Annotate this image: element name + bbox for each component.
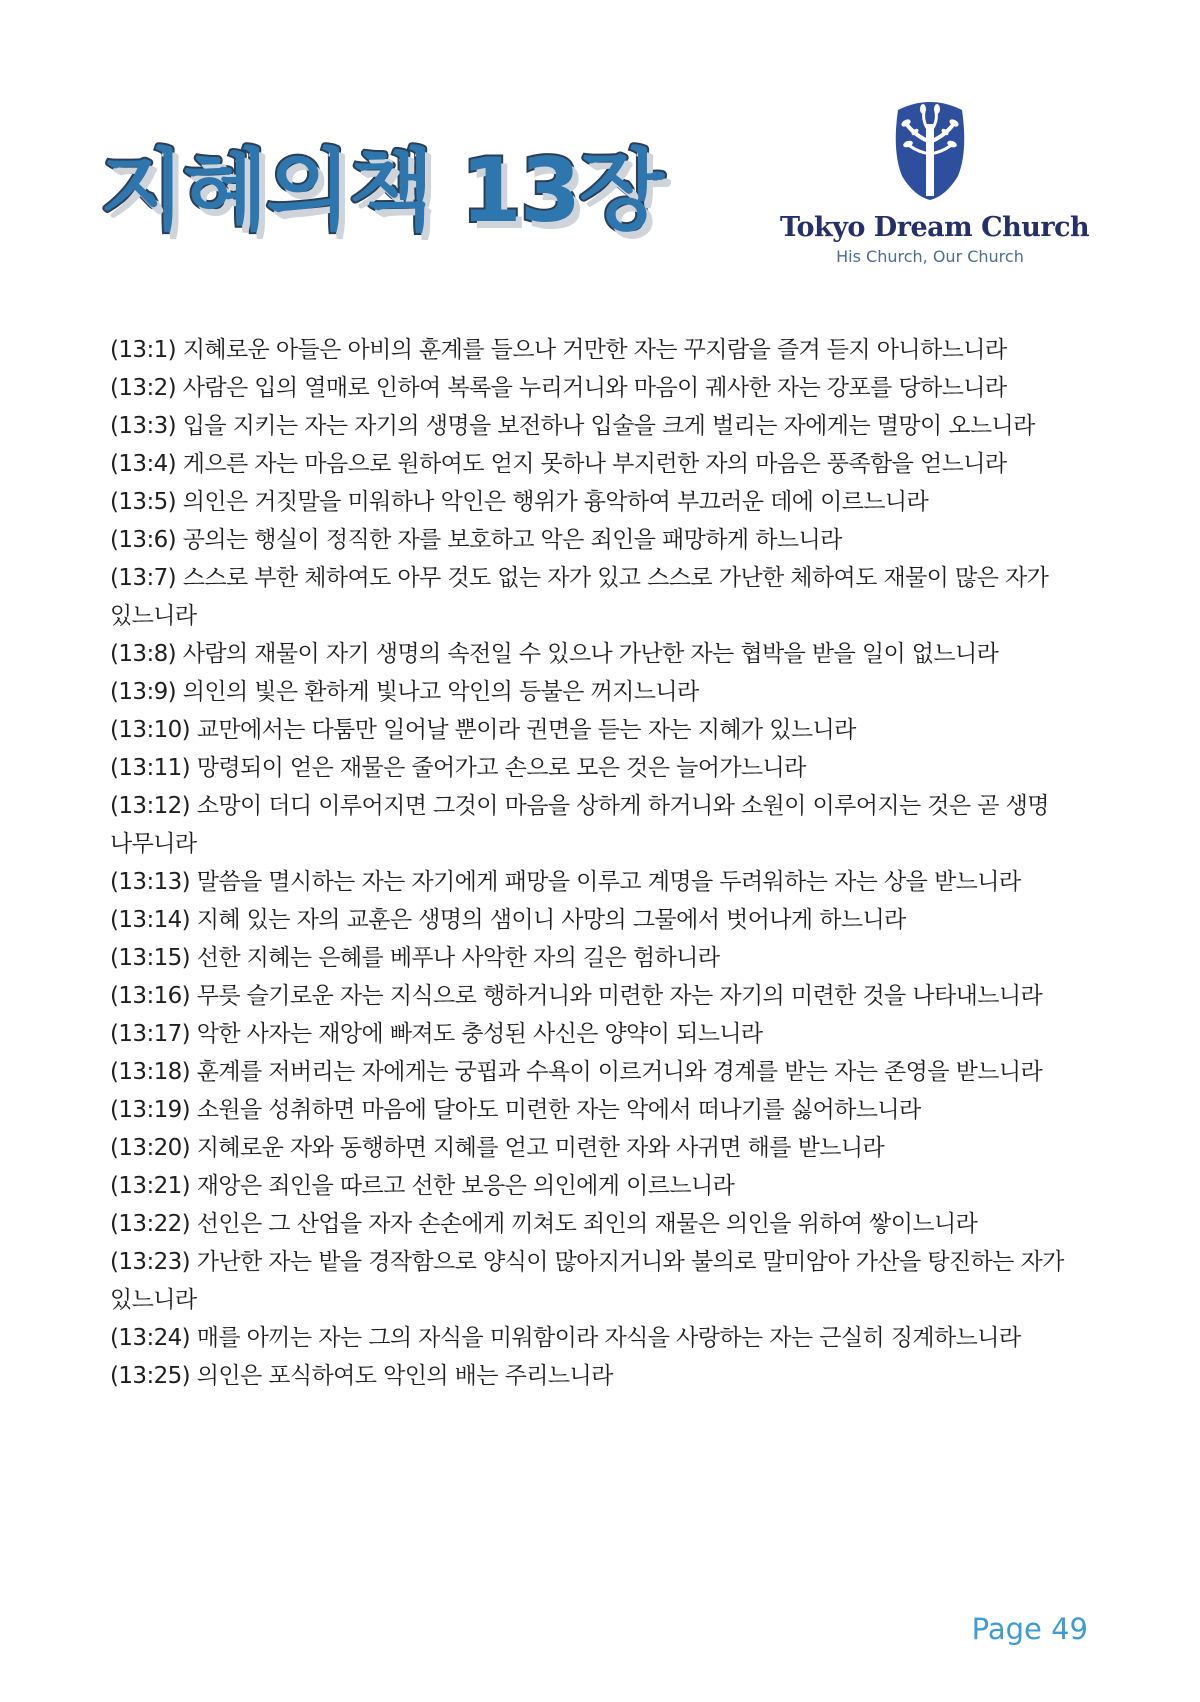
verse-item: (13:14) 지혜 있는 자의 교훈은 생명의 샘이니 사망의 그물에서 벗어나게 하느니라 xyxy=(110,907,906,933)
verse-item: (13:19) 소원을 성취하면 마음에 달아도 미련한 자는 악에서 떠나기를 싫어하느니라 xyxy=(110,1097,921,1123)
verse-item: (13:9) 의인의 빛은 환하게 빛나고 악인의 등불은 꺼지느니라 xyxy=(110,679,699,705)
verse-item: (13:23) 가난한 자는 밭을 경작함으로 양식이 많아지거니와 불의로 말미암아 가산을 탕진하는 자가 있느니라 xyxy=(110,1249,1064,1313)
verse-item: (13:3) 입을 지키는 자는 자기의 생명을 보전하나 입술을 크게 벌리는 자에게는 멸망이 오느니라 xyxy=(110,413,1035,439)
verse-item: (13:4) 게으른 자는 마음으로 원하여도 얻지 못하나 부지런한 자의 마음은 풍족함을 얻느니라 xyxy=(110,451,1007,477)
verse-item: (13:24) 매를 아끼는 자는 그의 자식을 미워함이라 자식을 사랑하는 자는 근실히 징계하느니라 xyxy=(110,1325,1021,1351)
verse-item: (13:8) 사람의 재물이 자기 생명의 속전일 수 있으나 가난한 자는 협박을 받을 일이 없느니라 xyxy=(110,641,999,667)
verse-item: (13:10) 교만에서는 다툼만 일어날 뿐이라 권면을 듣는 자는 지혜가 있느니라 xyxy=(110,717,856,743)
church-name: Tokyo Dream Church xyxy=(780,212,1090,243)
church-tagline: His Church, Our Church xyxy=(836,247,1024,266)
verse-item: (13:20) 지혜로운 자와 동행하면 지혜를 얻고 미련한 자와 사귀면 해를 받느니라 xyxy=(110,1135,885,1161)
tree-cross-icon xyxy=(888,96,972,200)
verse-item: (13:7) 스스로 부한 체하여도 아무 것도 없는 자가 있고 스스로 가난한 체하여도 재물이 많은 자가 있느니라 xyxy=(110,565,1049,629)
verse-list xyxy=(110,331,1090,1395)
verse-item: (13:17) 악한 사자는 재앙에 빠져도 충성된 사신은 양약이 되느니라 xyxy=(110,1021,763,1047)
verse-item: (13:5) 의인은 거짓말을 미워하나 악인은 행위가 흉악하여 부끄러운 데에 이르느니라 xyxy=(110,489,929,515)
page-title: 지혜의책 13장 xyxy=(100,138,663,242)
verse-item: (13:1) 지혜로운 아들은 아비의 훈계를 들으나 거만한 자는 꾸지람을 즐겨 듣지 아니하느니라 xyxy=(110,337,1007,363)
verse-item: (13:12) 소망이 더디 이루어지면 그것이 마음을 상하게 하거니와 소원이 이루어지는 것은 곧 생명 나무니라 xyxy=(110,793,1049,857)
verse-item: (13:2) 사람은 입의 열매로 인하여 복록을 누리거니와 마음이 궤사한 자는 강포를 당하느니라 xyxy=(110,375,1007,401)
verse-item: (13:11) 망령되이 얻은 재물은 줄어가고 손으로 모은 것은 늘어가느니라 xyxy=(110,755,806,781)
verse-item: (13:13) 말씀을 멸시하는 자는 자기에게 패망을 이루고 계명을 두려워하는 자는 상을 받느니라 xyxy=(110,869,1021,895)
page-number: Page 49 xyxy=(971,1612,1088,1646)
verse-item: (13:22) 선인은 그 산업을 자자 손손에게 끼쳐도 죄인의 재물은 의인을 위하여 쌓이느니라 xyxy=(110,1211,978,1237)
verse-item: (13:25) 의인은 포식하여도 악인의 배는 주리느니라 xyxy=(110,1363,613,1389)
verse-item: (13:16) 무릇 슬기로운 자는 지식으로 행하거니와 미련한 자는 자기의 미련한 것을 나타내느니라 xyxy=(110,983,1043,1009)
verse-item: (13:15) 선한 지혜는 은혜를 베푸나 사악한 자의 길은 험하니라 xyxy=(110,945,720,971)
verse-item: (13:6) 공의는 행실이 정직한 자를 보호하고 악은 죄인을 패망하게 하느니라 xyxy=(110,527,842,553)
church-logo xyxy=(780,96,1090,266)
verse-item: (13:18) 훈계를 저버리는 자에게는 궁핍과 수욕이 이르거니와 경계를 받는 자는 존영을 받느니라 xyxy=(110,1059,1043,1085)
verse-item: (13:21) 재앙은 죄인을 따르고 선한 보응은 의인에게 이르느니라 xyxy=(110,1173,735,1199)
